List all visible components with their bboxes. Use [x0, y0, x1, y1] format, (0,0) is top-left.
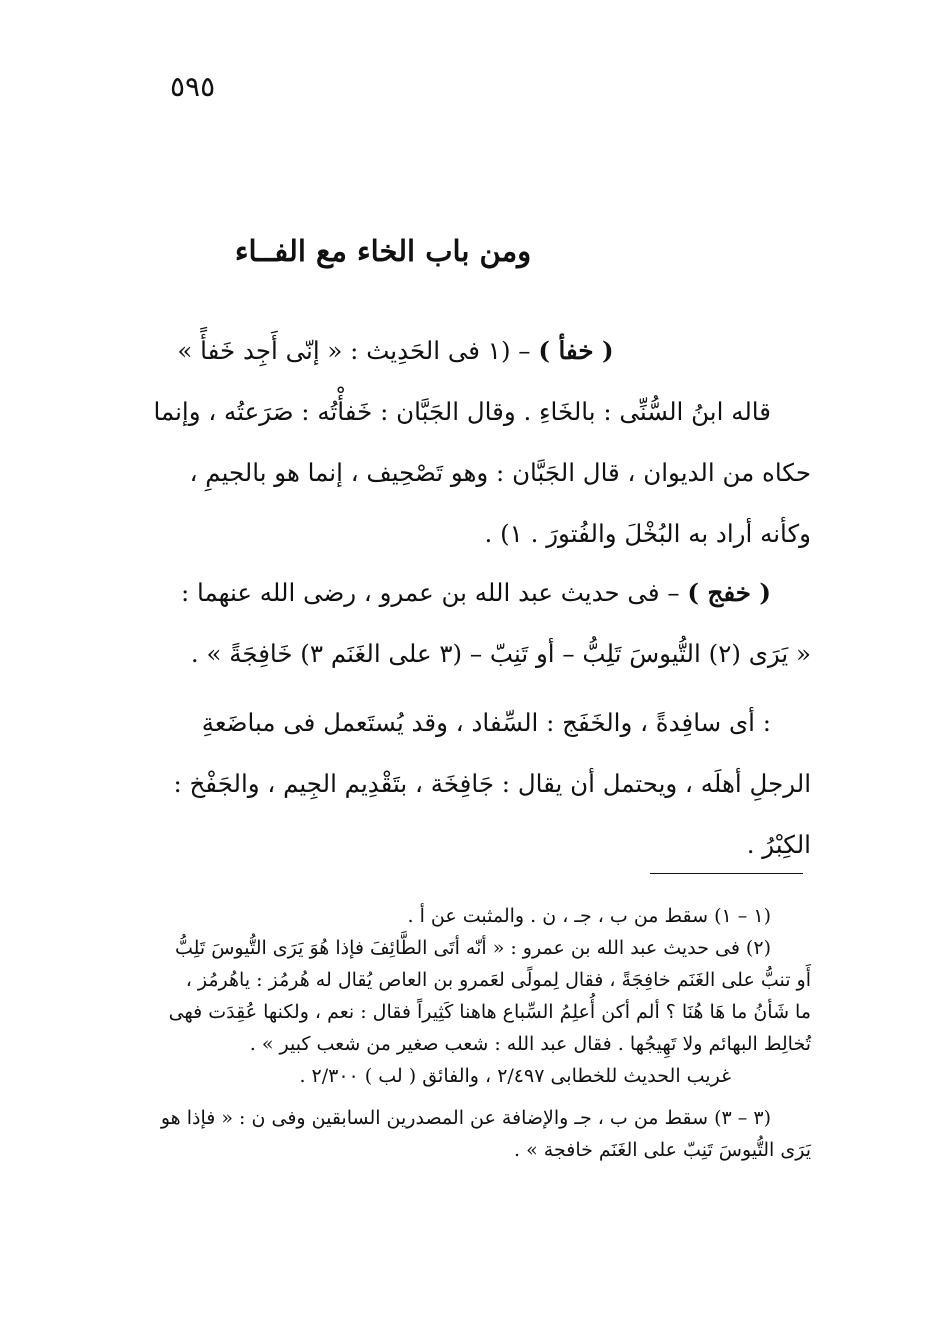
- section-heading: ومن باب الخاء مع الفــاء: [234, 234, 532, 268]
- footnote-line: غريب الحديث للخطابى ٢/٤٩٧ ، والفائق ( لب ) ٢/٣٠٠ .: [299, 1065, 731, 1087]
- entry-line: قاله ابنُ السُّنِّى : بالخَاءِ . وقال الجَبَّان : خَفأْتُه : صَرَعتُه ، وإنما: [153, 397, 771, 426]
- footnote: (٢) فى حديث عبد الله بن عمرو : « أنّه أتَى الطَّائِفَ فإذا هُوَ يَرَى التُّيوسَ تَلِبُّ: [174, 937, 771, 959]
- entry-line: حكاه من الديوان ، قال الجَبَّان : وهو تَصْحِيف ، إنما هو بالجيمِ ،: [189, 458, 811, 487]
- entry-khafaj-first-line: [130, 562, 811, 623]
- entry-line: : أى سافِدةً ، والخَفَج : السِّفاد ، وقد يُستَعمل فى مباضَعةِ: [201, 708, 771, 737]
- entry-line: – فى حديث عبد الله بن عمرو ، رضى الله عنهما :: [181, 578, 680, 607]
- entry-line: الرجلِ أهلَه ، ويحتمل أن يقال : جَافِخَة ، بتَقْدِيم الجِيم ، والجَفْخ :: [173, 769, 811, 798]
- footnote-line: أَو تنبُّ على الغَنَم خافِجَةً ، فقال لِمولًى لعَمرو بن العاص يُقال له هُرمُز : ياهُرمُز ،: [185, 969, 811, 991]
- footnote-line: ما شَأنُ ما هَا هُنَا ؟ ألم أكن أُعلِمُ السِّباع هاهنا كَثِيراً فقال : نعم ، ولكنها عُقِدَت فهى: [168, 1001, 811, 1023]
- lemma-khafaj: ( خفج ): [687, 578, 771, 607]
- footnote-line: يَرَى التُّيوسَ تَنِبّ على الغَنَم خافجة » .: [514, 1139, 811, 1161]
- entry-line: الكِبْرُ .: [746, 830, 811, 859]
- footnotes: [130, 900, 811, 1166]
- entry-line: وكأنه أراد به البُخْلَ والفُتورَ . ١) .: [484, 519, 811, 548]
- footnote-gap: [130, 1092, 811, 1102]
- footnote: (٣ – ٣) سقط من ب ، جـ والإضافة عن المصدرين السابقين وفى ن : « فإذا هو: [160, 1107, 771, 1129]
- lemma-khafa: ( خفأ ): [538, 336, 614, 365]
- entry-line: « يَرَى (٢) التُّيوسَ تَلِبُّ – أو تَنِبّ – (٣ على الغَنَم ٣) خَافِجَةً » .: [190, 639, 811, 668]
- footnote-line: تُخالِط البهائم ولا تَهِيجُها . فقال عبد الله : شعب صغير من شعب كبير » .: [249, 1033, 811, 1055]
- entry-khafa: [130, 320, 811, 564]
- footnote-divider: [650, 873, 803, 874]
- entry-khafa-first-line: [130, 320, 811, 381]
- entry-line: – (١ فى الحَدِيث : « إنّى أَجِد خَفأً »: [177, 336, 531, 365]
- entry-khafaj: [130, 562, 811, 875]
- footnote: (١ – ١) سقط من ب ، جـ ، ن . والمثبت عن أ .: [407, 905, 771, 927]
- page-number: ٥٩٥: [170, 70, 216, 103]
